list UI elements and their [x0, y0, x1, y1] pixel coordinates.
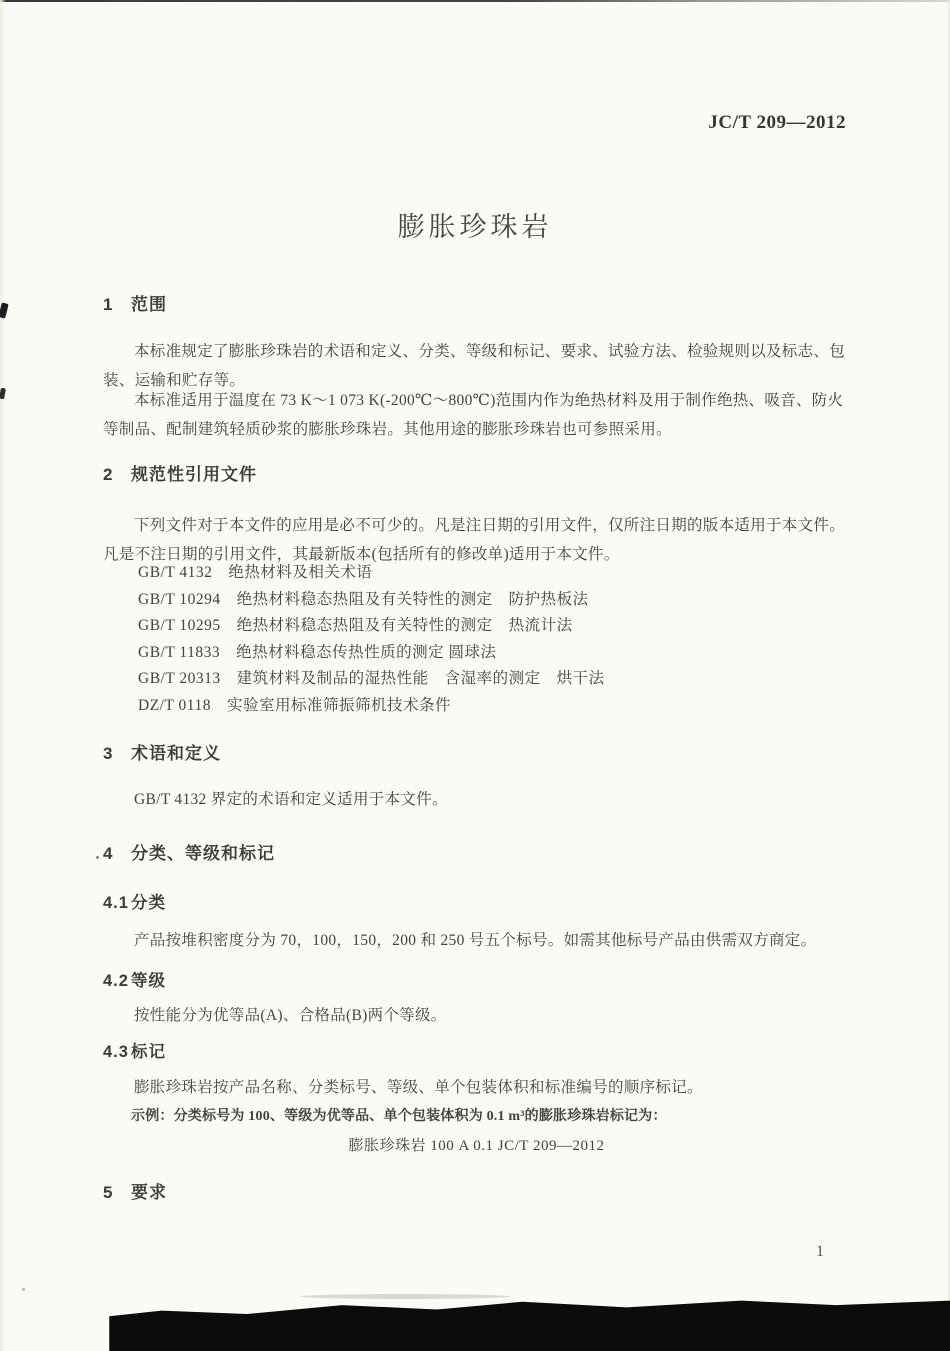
section-title: 标记 — [131, 1043, 166, 1061]
reference-list — [138, 560, 858, 719]
paragraph-marking: 膨胀珍珠岩按产品名称、分类标号、等级、单个包装体积和标准编号的顺序标记。 — [134, 1079, 703, 1096]
section-4-heading — [103, 845, 275, 862]
scan-black-band — [0, 1295, 950, 1351]
section-number: 2 — [103, 465, 114, 484]
section-3-heading — [103, 745, 221, 762]
section-4-1-heading — [103, 895, 166, 912]
scan-edge-top — [0, 0, 950, 2]
section-number: 3 — [103, 744, 114, 763]
section-4-3-heading — [103, 1044, 166, 1061]
section-4-2-heading — [103, 973, 166, 990]
section-number: 1 — [103, 295, 114, 314]
scan-mark — [0, 302, 9, 318]
document-title: 膨胀珍珠岩 — [397, 212, 553, 242]
section-title: 等级 — [131, 972, 166, 990]
section-1-heading — [103, 296, 167, 313]
page-number: 1 — [816, 1243, 824, 1260]
paragraph-scope-1: 本标准规定了膨胀珍珠岩的术语和定义、分类、等级和标记、要求、试验方法、检验规则以及标志、包装、运输和贮存等。 — [103, 343, 846, 389]
reference-item: GB/T 11833 绝热材料稳态传热性质的测定 圆球法 — [138, 643, 497, 661]
scan-edge-bottom — [0, 1295, 950, 1351]
section-title: 范围 — [131, 295, 167, 314]
scan-edge-left — [0, 0, 6, 1351]
scan-speck — [22, 1288, 25, 1291]
section-number: 4 — [103, 844, 114, 863]
section-number: 5 — [103, 1183, 114, 1202]
reference-item: GB/T 20313 建筑材料及制品的湿热性能 含湿率的测定 烘干法 — [138, 670, 605, 687]
reference-item: GB/T 4132 绝热材料及相关术语 — [138, 564, 373, 581]
section-title: 分类 — [131, 894, 166, 912]
section-title: 术语和定义 — [131, 744, 221, 763]
section-number: 4.3 — [103, 1043, 129, 1061]
paragraph-references-intro: 下列文件对于本文件的应用是必不可少的。凡是注日期的引用文件，仅所注日期的版本适用于本文件。凡是不注日期的引用文件，其最新版本(包括所有的修改单)适用于本文件。 — [103, 517, 846, 563]
marking-example-label: 示例：分类标号为 100、等级为优等品、单个包装体积为 0.1 m³的膨胀珍珠岩标记为： — [131, 1109, 667, 1124]
section-number: 4.2 — [103, 972, 129, 990]
marking-example-value: 膨胀珍珠岩 100 A 0.1 JC/T 209—2012 — [348, 1138, 605, 1154]
paragraph-classification: 产品按堆积密度分为 70，100，150，200 和 250 号五个标号。如需其他标号产品由供需双方商定。 — [134, 932, 817, 949]
section-2-heading — [103, 466, 257, 483]
scan-speck — [96, 856, 99, 859]
reference-item: GB/T 10294 绝热材料稳态热阻及有关特性的测定 防护热板法 — [138, 590, 589, 608]
section-title: 规范性引用文件 — [131, 465, 257, 484]
section-title: 分类、等级和标记 — [131, 844, 275, 863]
standard-code: JC/T 209—2012 — [708, 112, 846, 133]
paragraph-grades: 按性能分为优等品(A)、合格品(B)两个等级。 — [134, 1007, 447, 1024]
paragraph-scope-2: 本标准适用于温度在 73 K～1 073 K(-200℃～800℃)范围内作为绝热材料及用于制作绝热、吸音、防火等制品、配制建筑轻质砂浆的膨胀珍珠岩。其他用途的膨胀珍珠岩也可参照采用。 — [103, 392, 844, 438]
paragraph-terms: GB/T 4132 界定的术语和定义适用于本文件。 — [134, 791, 448, 808]
reference-item: DZ/T 0118 实验室用标准筛振筛机技术条件 — [138, 696, 451, 714]
section-title: 要求 — [131, 1183, 167, 1202]
section-number: 4.1 — [103, 894, 129, 912]
section-5-heading — [103, 1184, 167, 1201]
reference-item: GB/T 10295 绝热材料稳态热阻及有关特性的测定 热流计法 — [138, 617, 573, 634]
